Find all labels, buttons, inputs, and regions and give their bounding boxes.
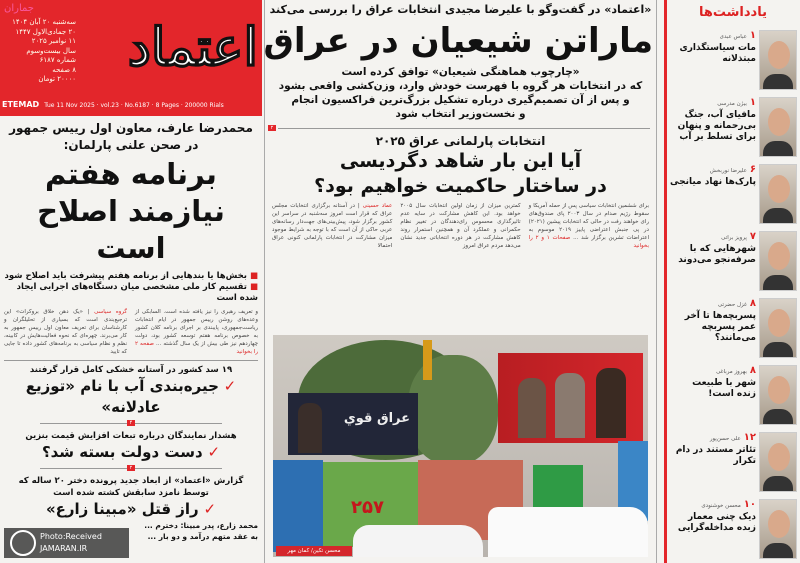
subhead-line: و پس از آن تصمیم‌گیری درباره تشکیل بزرگ‌ترین فراکسیون انجام xyxy=(291,94,630,106)
kicker-line: در صحن علنی پارلمان: xyxy=(63,138,199,152)
check-icon: ✓ xyxy=(202,443,221,461)
note-item[interactable] xyxy=(670,495,800,561)
page-tag: ۴ xyxy=(127,420,135,426)
date-line: شماره ۶۱۸۷ xyxy=(39,56,76,64)
note-page-number: ۱۲ xyxy=(743,432,756,443)
center-second-story[interactable] xyxy=(268,133,653,250)
subhead-line: که در انتخابات هر گروه با فهرست خودش وارد، وزن‌کشی واقعی بشود xyxy=(278,80,643,92)
credit-line: Photo:Received xyxy=(40,532,102,541)
billboard-text: عراق قوي xyxy=(343,411,410,426)
note-page-number: ۷ xyxy=(749,231,756,242)
divider xyxy=(278,128,650,129)
date-line: ۲۰ جمادی‌الاول ۱۴۴۷ xyxy=(15,27,76,36)
continue-link[interactable]: صفحه ۲ را بخوانید xyxy=(135,341,258,355)
date-line: ۸ صفحه xyxy=(52,65,76,74)
note-author: پرویز براتی xyxy=(721,235,747,241)
page-tag: ۲ xyxy=(268,125,276,131)
photo-credit: محسن تکین/ کمان مهر xyxy=(276,546,352,556)
note-author: علیرضا نوربخش xyxy=(709,168,747,174)
note-page-number: ۱ xyxy=(749,97,756,108)
note-item[interactable] xyxy=(670,361,800,427)
story-kicker xyxy=(0,120,262,154)
divider xyxy=(4,360,258,361)
body-text: گروه سیاسی | «یک دهن خلاق بروکرات» این ترجیع‌بندی است که بسیاری از تحلیلگران و کارشناسان برای تعریف معاون اول رییس جمهور به کار می‌برند. چهره‌ای که نحوه فعالیت‌هایش در کابینه، نظم و نظام سیاسی به برنامه‌های کشور داده تا جایی که تایید xyxy=(4,309,128,355)
note-author: عباس عبدی xyxy=(719,34,747,40)
headline-line: برنامه هفتم xyxy=(45,157,217,191)
author-photo xyxy=(759,30,797,90)
bullet-point: ■ بخش‌ها یا بندهایی از برنامه هفتم پیشرفت باید اصلاح شود xyxy=(4,271,258,281)
headline-line: در ساختار حاکمیت خواهیم بود؟ xyxy=(314,175,607,197)
page-tag: ۲ xyxy=(127,465,135,471)
note-title: پارک‌ها نهاد میانجی xyxy=(670,177,756,187)
car xyxy=(353,525,483,557)
story-title: ✓ دست دولت بسته شد؟ xyxy=(41,443,221,461)
body-text: و تعریف رهبری را نیز یافته شده است. السابکی از وعده‌های روشن رییس جمهور در ایام انتخابات ریاست‌جمهوری، پایبندی بر اجرای برنامه کلان کشور به خصوص برنامه هفتم توسعه کشور بود، دولت چهاردهم نیز طی بیش از یک سال گذشته ... صفحه ۲ را بخوانید xyxy=(135,309,259,355)
note-page-number: ۶ xyxy=(749,164,756,175)
newspaper-logo: اعتماد xyxy=(127,17,258,78)
date-line: سه‌شنبه ۲۰ آبان ۱۴۰۴ xyxy=(12,18,76,26)
masthead xyxy=(0,0,262,100)
note-author: بیژن مدرسی xyxy=(717,101,747,107)
story-headline xyxy=(268,149,653,199)
note-item[interactable] xyxy=(670,26,800,92)
note-page-number: ۸ xyxy=(749,298,756,309)
story-excerpt: به عقد متهم درآمد و دو بار ... xyxy=(147,532,258,541)
notes-column xyxy=(666,0,800,563)
story-kicker: انتخابات پارلمانی عراق ۲۰۲۵ xyxy=(375,134,546,148)
note-item[interactable] xyxy=(670,93,800,159)
story-kicker: ۱۹ سد کشور در آستانه خشکی کامل قرار گرفتند xyxy=(29,365,233,375)
photo-credit-watermark xyxy=(4,528,129,558)
note-author: بهروز مرباغی xyxy=(716,369,747,375)
headline-line: آیا این بار شاهد دگردیسی xyxy=(339,150,582,172)
date-line: سال بیست‌وسوم xyxy=(26,46,76,55)
story-headline xyxy=(0,156,262,267)
author-photo xyxy=(759,231,797,291)
left-lead-story[interactable] xyxy=(0,120,262,356)
note-item[interactable] xyxy=(670,160,800,226)
story-title: ✓ راز قتل «مبینا زارع» xyxy=(45,500,217,518)
kicker-line: محمدرضا عارف، معاون اول رییس جمهور xyxy=(9,121,253,135)
author-photo xyxy=(759,164,797,224)
story-title: ✓ جیره‌بندی آب با نام «توزیع عادلانه» xyxy=(25,377,237,416)
body-text: برای ششمین انتخابات سیاسی پس از حمله آمریکا و سقوط رژیم صدام در سال ۲۰۰۳ پای صندوق‌های رای خواهند رفت در حالی که انتخابات پیشین (۲۰۲۱) در پی جنبش اعتراضی پاییز ۲۰۱۹ موسوم به اعتراضات تشرین برگزار شد ... صفحات ۱ و ۲ را بخوانید xyxy=(528,203,650,249)
car xyxy=(488,507,648,557)
bullet-point: ■ تقسیم کار ملی مشخصی میان دستگاه‌های اجرایی ایجاد شده است xyxy=(16,282,258,303)
billboard xyxy=(288,393,418,455)
note-item[interactable] xyxy=(670,294,800,360)
note-title: شهر با طبیعت زنده است! xyxy=(692,378,756,399)
date-line: ۱۱ نوامبر ۲۰۲۵ xyxy=(31,37,76,45)
check-icon: ✓ xyxy=(198,500,217,518)
issue-dates xyxy=(4,18,76,85)
column-divider xyxy=(656,0,657,563)
author-photo xyxy=(759,298,797,358)
story-headline: ماراتن شیعیان در عراق xyxy=(263,21,653,61)
story-excerpt: محمد زارع، پدر مبینا: دخترم ... xyxy=(144,521,258,530)
author-photo xyxy=(759,432,797,492)
body-text: کمترین میزان از زمان اولین انتخابات سال ۲۰۰۵ خواهد بود. این کاهش مشارکت در سایه عدم تاثیرگذاری محسوس رای‌دهندگان در تغییر نظام حکمرانی و عملکرد آن و همچنین استمرار روند کاهش مشارکت در هر دوره انتخاباتی جدید نشان می‌دهد مردم عراق امروز xyxy=(400,203,521,249)
continue-link[interactable]: صفحات ۱ و ۲ را بخوانید xyxy=(528,235,649,249)
author-photo xyxy=(759,97,797,157)
note-page-number: ۱۰ xyxy=(743,499,756,510)
note-title: شهرهایی که با صرفه‌نجو می‌دوند xyxy=(678,244,756,265)
author-photo xyxy=(759,499,797,559)
note-title: دیک چنی معمار زبده مداخله‌گرایی xyxy=(677,512,756,533)
note-item[interactable] xyxy=(670,428,800,494)
note-title: پسربچه‌ها تا آخر عمر پسربچه می‌مانند؟ xyxy=(684,311,756,343)
story-kicker: هشدار نمایندگان درباره تبعات افزایش قیمت بنزین xyxy=(25,431,237,441)
lead-photo xyxy=(273,335,648,557)
masthead-strip xyxy=(0,100,262,116)
story-subhead xyxy=(268,65,653,121)
notes-title: یادداشت‌ها xyxy=(698,5,767,20)
left-column xyxy=(0,120,262,542)
date-line: ۲۰۰۰۰ تومان xyxy=(38,75,76,83)
subhead-line: «چارچوب هماهنگی شیعیان» توافق کرده است xyxy=(341,66,580,78)
note-author: غزل حضرتی xyxy=(717,302,747,308)
note-author: علی حسن‌پور xyxy=(709,436,741,442)
subhead-line: و نخست‌وزیر انتخاب شود xyxy=(395,108,526,120)
latin-title: ETEMAD xyxy=(2,100,40,109)
story-kicker: «اعتماد» در گفت‌وگو با علیرضا مجیدی انتخابات عراق را بررسی می‌کند xyxy=(269,3,652,16)
poster-number: ۲۵۷ xyxy=(351,497,384,518)
issue-info: Tue 11 Nov 2025 · vol.23 · No.6187 · 8 Pages · 200000 Rials xyxy=(44,102,224,109)
billboard-portraits xyxy=(498,353,643,443)
story-kicker: گزارش «اعتماد» از ابعاد جدید پرونده دختر ۲۰ ساله که توسط نامزد سابقش کشته شده است xyxy=(18,476,244,498)
story-item[interactable] xyxy=(0,364,262,418)
check-icon: ✓ xyxy=(218,377,237,395)
note-author: محسن خوشنودی xyxy=(701,503,741,509)
note-title: مات سیاستگذاری مبتذلانه xyxy=(679,43,756,64)
headline-line: نیازمند اصلاح است xyxy=(37,194,225,265)
note-page-number: ۸ xyxy=(749,365,756,376)
column-divider xyxy=(264,0,265,563)
note-page-number: ۱ xyxy=(749,30,756,41)
watermark: جماران xyxy=(4,3,34,14)
note-title: تئاتر مستند در دام تکرار xyxy=(675,445,756,466)
center-lead-story[interactable] xyxy=(263,3,653,121)
center-column xyxy=(263,3,653,250)
jamaran-logo-icon xyxy=(10,530,36,556)
body-text: عماد حسینی | در آستانه برگزاری انتخابات مجلس عراق که قرار است امروز سه‌شنبه در سراسر این کشور برگزار شود، پیش‌بینی‌های جهت‌دار رسانه‌های عربی حاکی از آن است که با توجه به شرایط موجود میزان مشارکت در انتخابات پارلمانی کنونی عراق احتمالا xyxy=(272,203,393,249)
note-item[interactable] xyxy=(670,227,800,293)
credit-line: JAMARAN.IR xyxy=(40,544,88,553)
author-photo xyxy=(759,365,797,425)
story-item[interactable] xyxy=(0,430,262,463)
note-title: مافیای آب، جنگ بی‌رحمانه و پنهان برای تسلط بر آب xyxy=(677,110,756,142)
